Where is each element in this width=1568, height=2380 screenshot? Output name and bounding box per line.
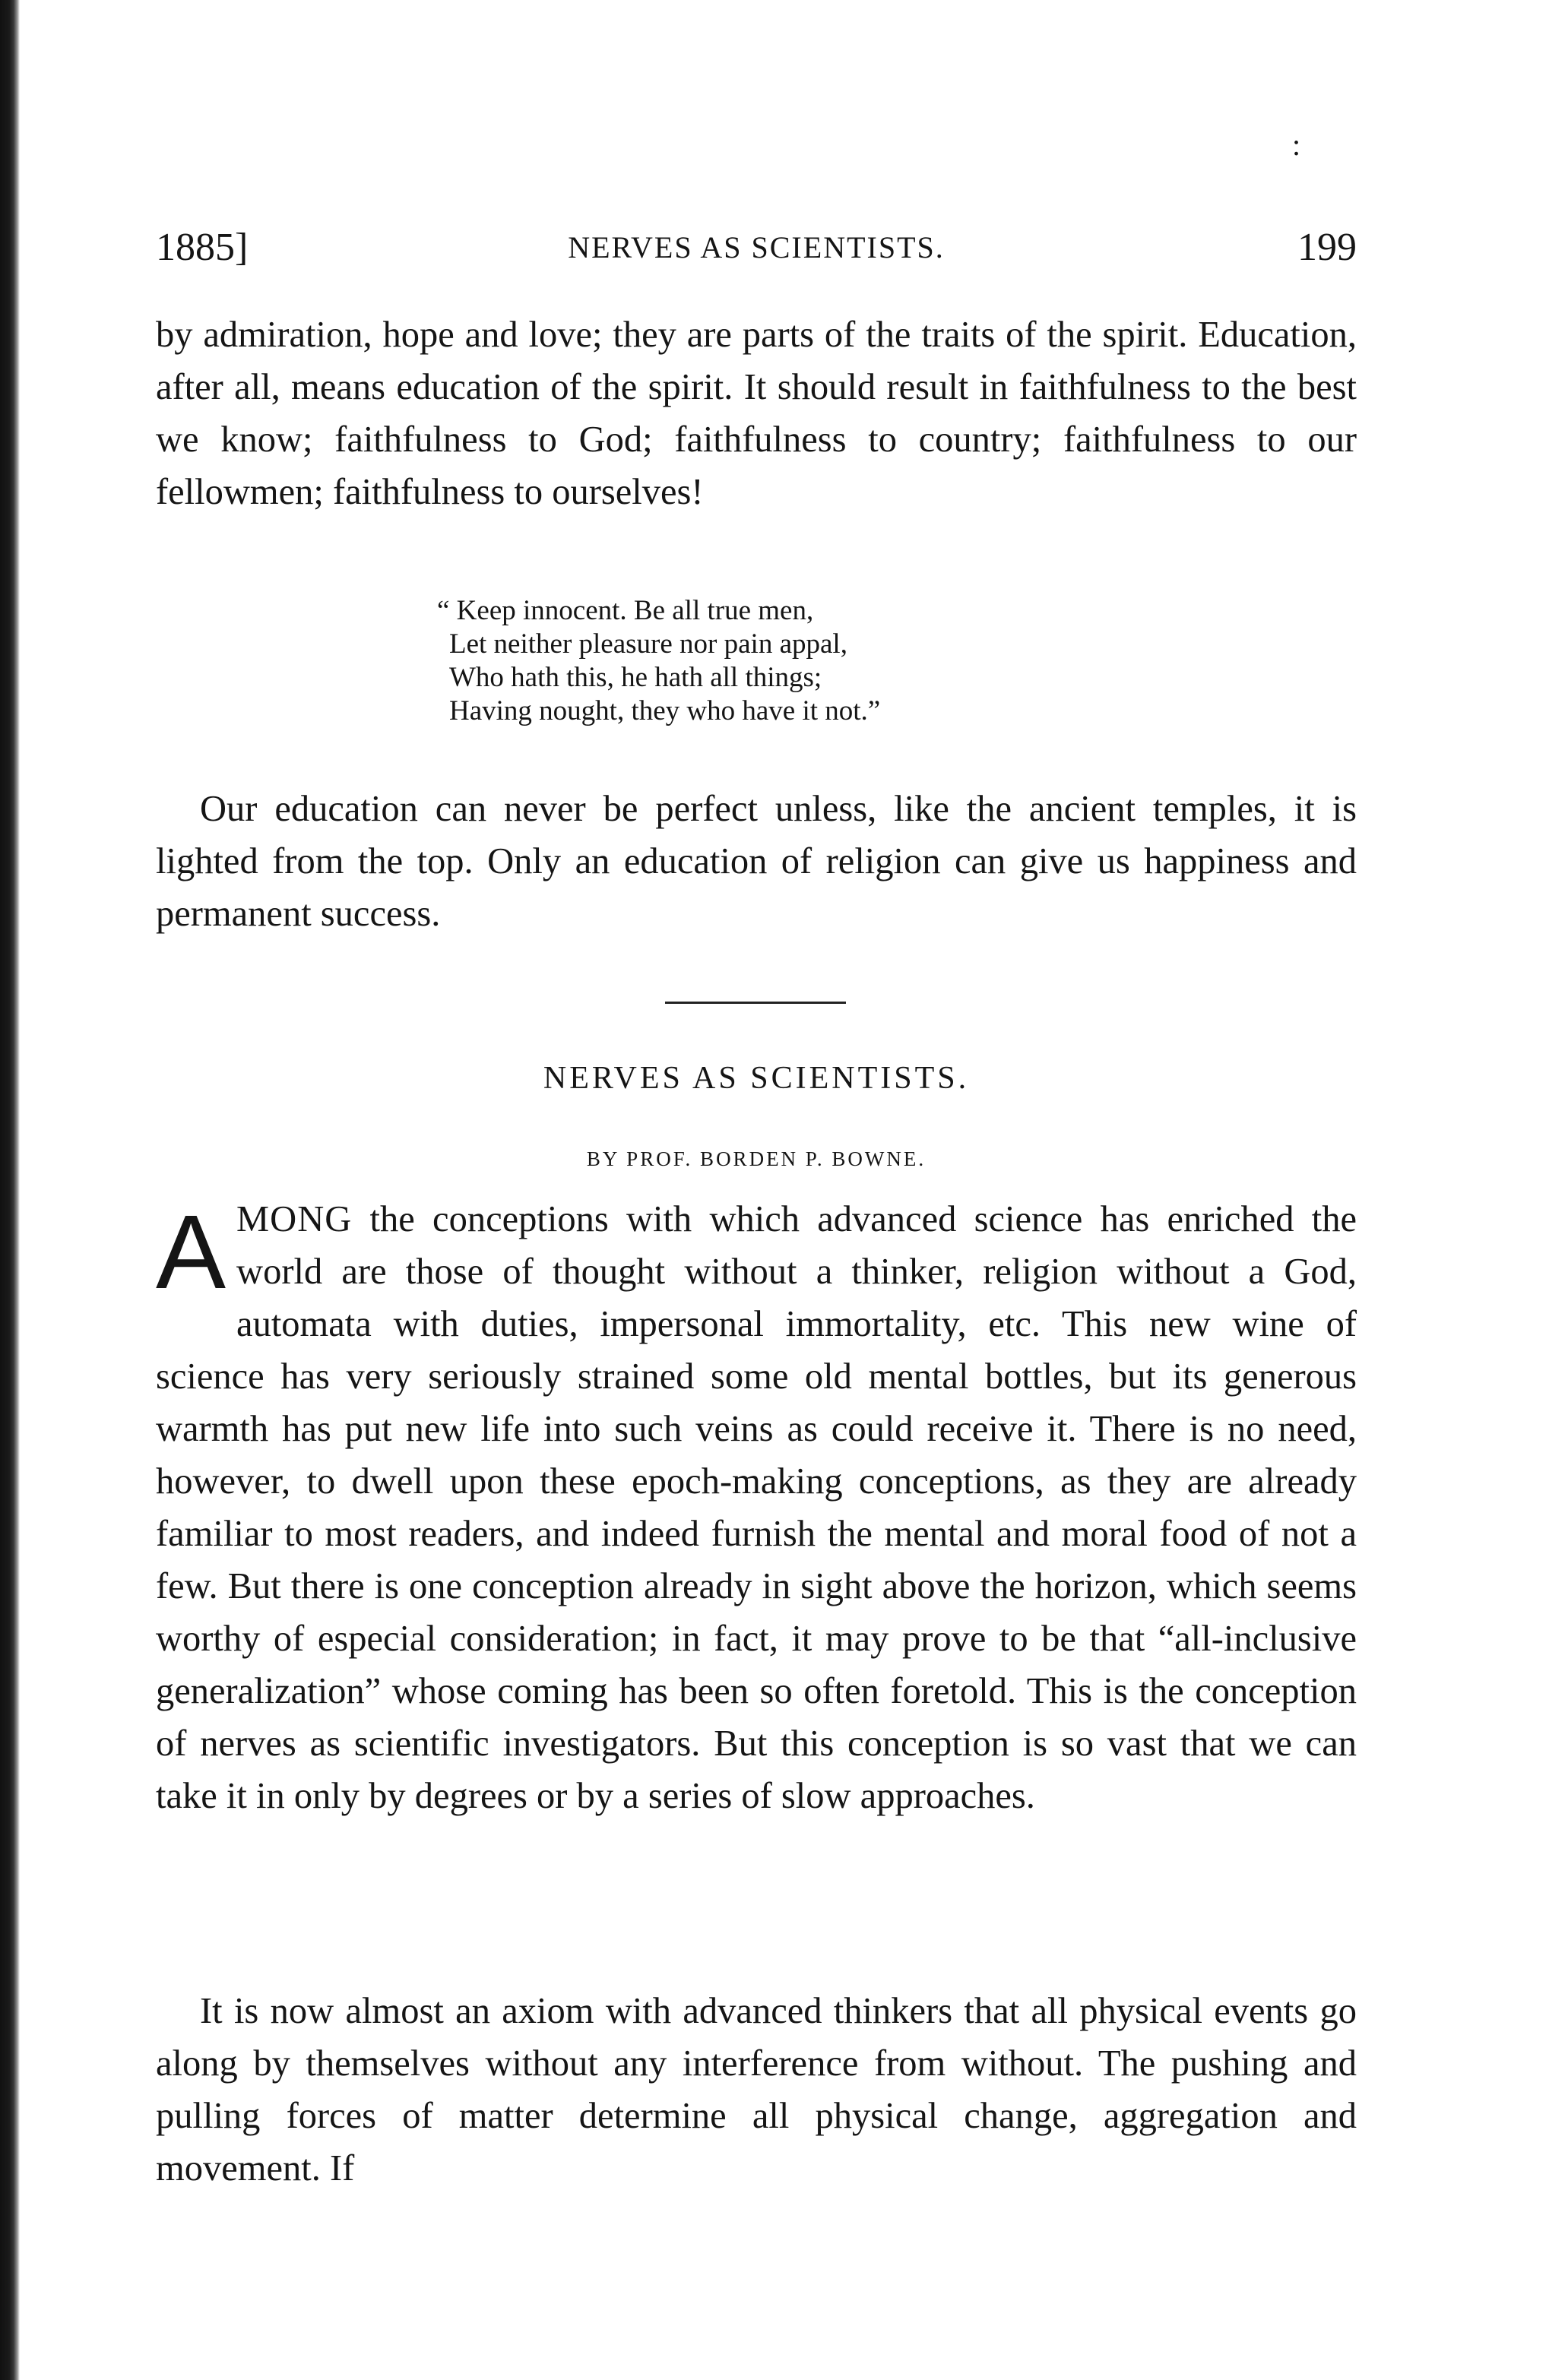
section-divider [665,1002,846,1004]
header-year: 1885] [156,226,249,269]
print-specks: : [1292,128,1301,162]
poem-line: “ Keep innocent. Be all true men, [437,595,814,626]
lead-word: MONG [236,1199,353,1239]
poem-line: Who hath this, he hath all things; [449,662,822,693]
closing-paragraph-text: Our education can never be perfect unless, like the ancient temples, it is lighted from the top. Only an education of religion can give us happiness and permanent success. [156,789,1357,934]
page-header [156,225,1357,271]
continuation-paragraph-text: by admiration, hope and love; they are parts of the traits of the spirit. Education, after all, means education of the spirit. It should result in faithfulness to the best we know; faithfulness to God; faithfulness to country; faithfulness to our fellowmen; faithfulness to ourselves! [156,315,1357,512]
article-title: NERVES AS SCIENTISTS. [543,1061,970,1096]
drop-cap: A [156,1194,226,1311]
article-paragraph-1 [156,1193,1357,1822]
running-title: NERVES AS SCIENTISTS. [568,230,945,264]
book-binding-edge [0,0,20,2380]
paragraph-1-body: the conceptions with which advanced science has enriched the world are those of thought without a thinker, religion without a God, automata with duties, impersonal immortality, etc. This new wine of science has very seriously strained some old mental bottles, but its generous warmth has put new life into such veins as could receive it. There is no need, however, to dwell upon these epoch-making conceptions, as they are already familiar to most readers, and indeed furnish the mental and moral food of not a few. But there is one conception already in sight above the horizon, which seems worthy of especial consideration; in fact, it may prove to be that “all-inclusive generalization” whose coming has been so often foretold. This is the conception of nerves as scientific investigators. But this conception is so vast that we can take it in only by degrees or by a series of slow approaches. [156,1199,1357,1816]
poem-line: Having nought, they who have it not.” [449,695,881,726]
poem-quotation [437,594,1197,728]
article-byline: BY PROF. BORDEN P. BOWNE. [586,1147,927,1170]
poem-line: Let neither pleasure nor pain appal, [449,628,847,660]
article-paragraph-2-text: It is now almost an axiom with advanced thinkers that all physical events go along by themselves without any interference from without. The pushing and pulling forces of matter determine all physical change, aggregation and movement. If [156,1991,1357,2189]
article-paragraph-1-text [156,1193,1357,1822]
closing-paragraph [156,783,1357,940]
article-paragraph-2 [156,1985,1357,2195]
page-number: 199 [1297,226,1357,269]
continuation-paragraph [156,309,1357,518]
